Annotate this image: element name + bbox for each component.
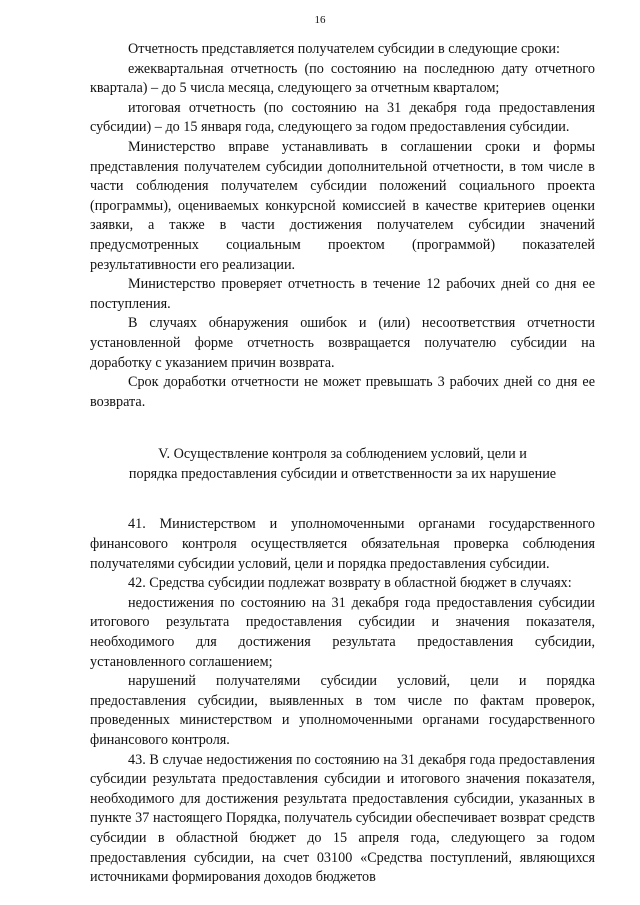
paragraph: В случаях обнаружения ошибок и (или) несоответствия отчетности установленной форме отчетность возвращается получателю субсидии на доработку с указанием причин возврата. (90, 315, 595, 371)
paragraph: 43. В случае недостижения по состоянию на 31 декабря года предоставления субсидии результата предоставления субсидии и итогового значения показателя, необходимого для достижения результата предоставления субсидии, указанных в пункте 37 настоящего Порядка, получатель субсидии обеспечивает возврат средств субсидии в областной бюджет до 15 апреля года, следующего за годом предоставления субсидии, на счет 03100 «Средства поступлений, являющихся источниками формирования доходов бюджетов (90, 751, 595, 886)
paragraph: нарушений получателями субсидии условий, цели и порядка предоставления субсидии, выявленных в том числе по фактам проверок, проведенных министерством и уполномоченными органами государственного финансового контроля. (90, 673, 595, 748)
paragraph: Срок доработки отчетности не может превышать 3 рабочих дней со дня ее возврата. (90, 374, 595, 410)
page-number: 16 (314, 14, 326, 26)
section-title-line: порядка предоставления субсидии и ответственности за их нарушение (128, 465, 557, 482)
paragraph: Министерство проверяет отчетность в течение 12 рабочих дней со дня ее поступления. (90, 276, 595, 312)
section-title (90, 445, 595, 484)
paragraph: Министерство вправе устанавливать в соглашении сроки и формы представления получателем субсидии дополнительной отчетности, в том числе в части соблюдения получателем субсидии положений социального проекта (программы), оцениваемых конкурсной комиссией в качестве критериев оценки заявки, а также в части достижения получателем субсидии значений предусмотренных социальным проектом (программой) показателей результативности его реализации. (90, 138, 595, 273)
paragraph: 41. Министерством и уполномоченными органами государственного финансового контроля осуществляется обязательная проверка соблюдения получателями субсидии условий, цели и порядка предоставления субсидии. (90, 516, 595, 572)
section-title-line: V. Осуществление контроля за соблюдением условий, цели и (158, 446, 527, 463)
paragraph: Отчетность представляется получателем субсидии в следующие сроки: (128, 41, 560, 57)
document-body (90, 40, 595, 888)
paragraph: итоговая отчетность (по состоянию на 31 декабря года предоставления субсидии) – до 15 января года, следующего за годом предоставления субсидии. (90, 99, 595, 136)
paragraph: 42. Средства субсидии подлежат возврату в областной бюджет в случаях: (128, 575, 572, 592)
paragraph: недостижения по состоянию на 31 декабря года предоставления субсидии итогового результата предоставления субсидии и значения показателя, необходимого для достижения результата предоставления субсидии, установленного соглашением; (90, 594, 595, 670)
paragraph: ежеквартальная отчетность (по состоянию на последнюю дату отчетного квартала) – до 5 числа месяца, следующего за отчетным кварталом; (90, 60, 595, 97)
